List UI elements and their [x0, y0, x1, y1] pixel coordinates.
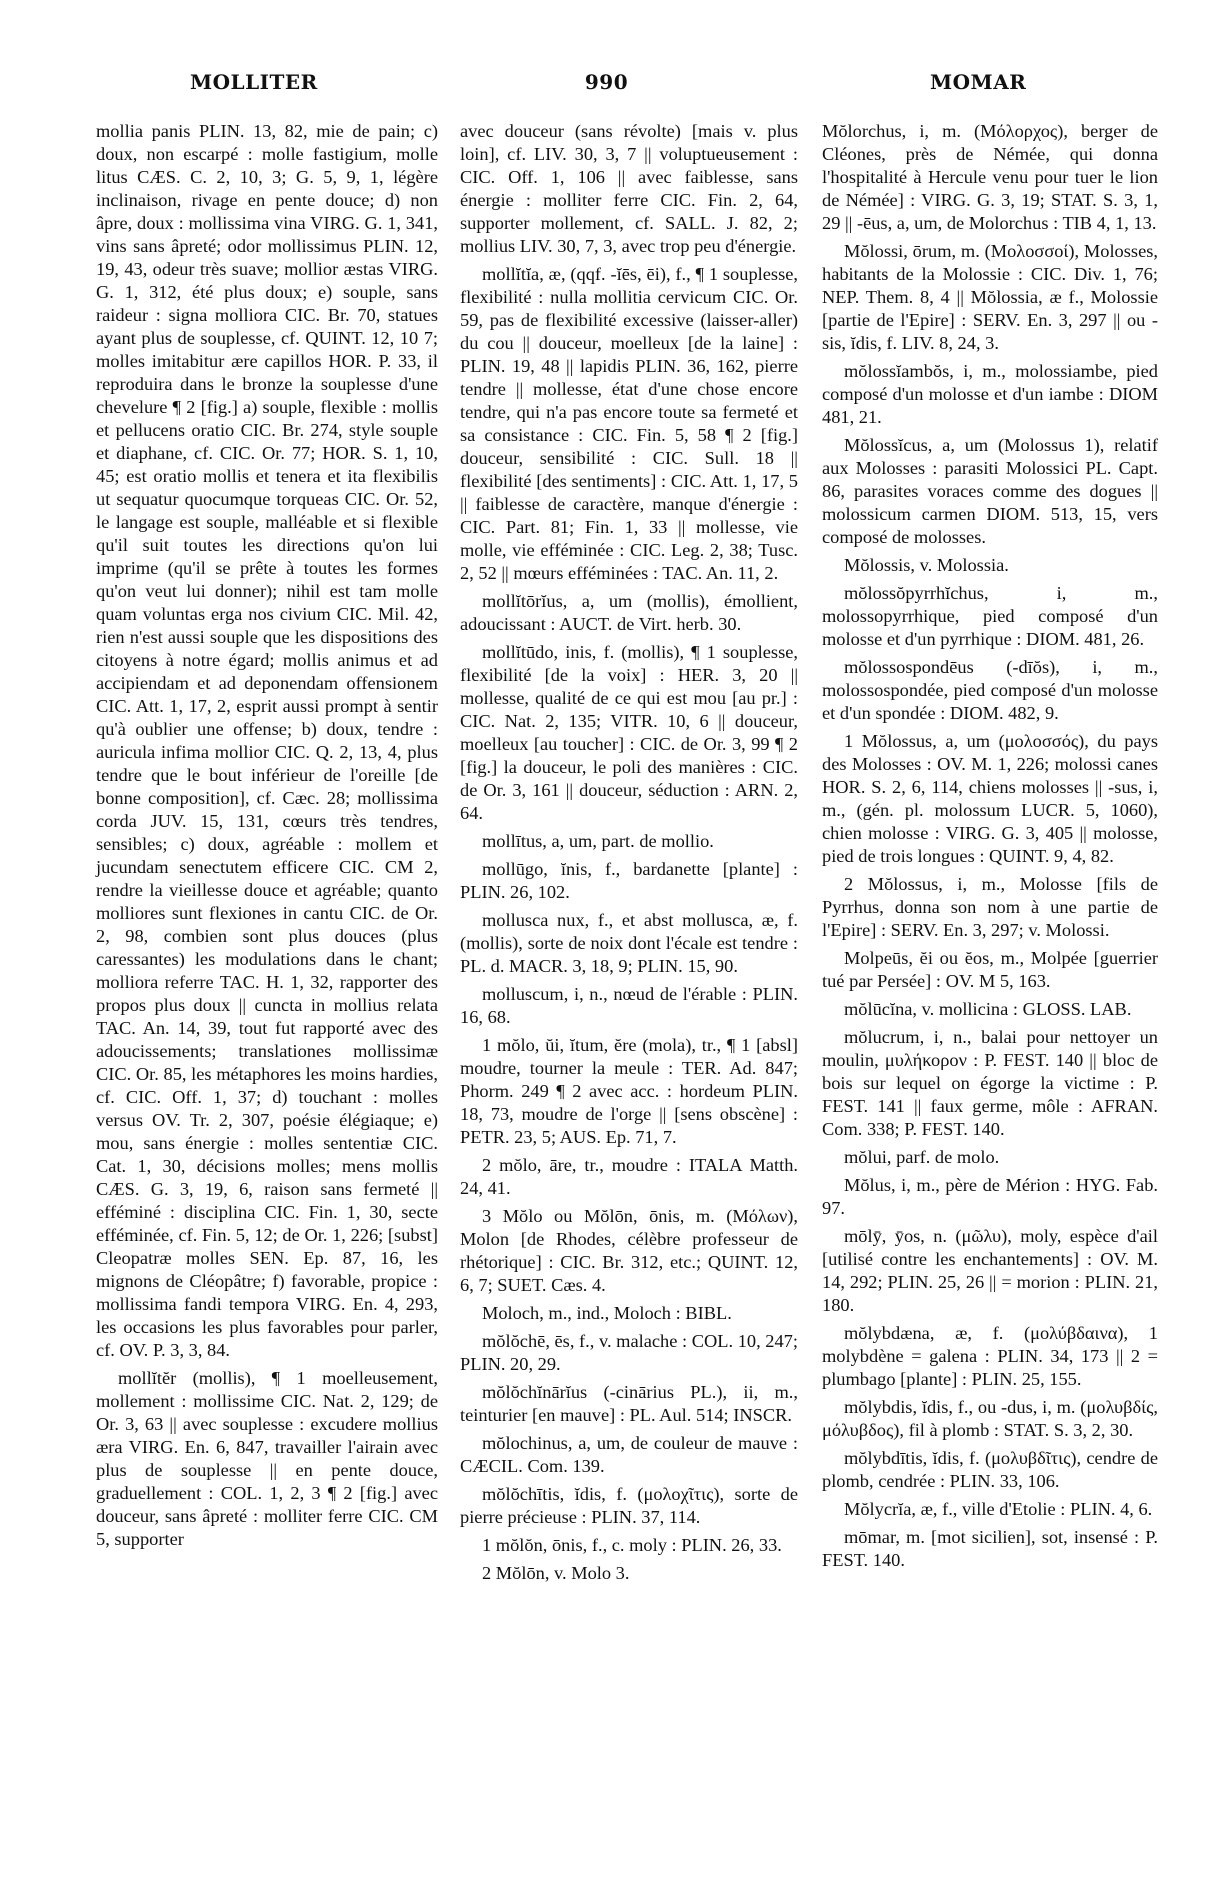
dictionary-entry: Mŏlorchus, i, m. (Μόλορχος), berger de Cléones, près de Némée, qui donna l'hospitalité à Hercule venu pour tuer le lion de Némée] : VIRG. G. 3, 19; STAT. S. 3, 1, 29 || -ēus, a, um, de Molorchus : TIB 4, 1, 13.	[822, 121, 1158, 233]
dictionary-entry: mŏlossŏpyrrhĭchus, i, m., molossopyrrhique, pied composé d'un molosse et d'un pyrrhique : DIOM. 481, 26.	[822, 583, 1158, 649]
dictionary-entry: mŏlŏchītis, ĭdis, f. (μολοχῖτις), sorte de pierre précieuse : PLIN. 37, 114.	[460, 1484, 798, 1527]
dictionary-entry: mŏlui, parf. de molo.	[844, 1147, 1000, 1167]
column-right	[822, 120, 1158, 1572]
dictionary-entry: mŏlybdæna, æ, f. (μολύβδαινα), 1 molybdène = galena : PLIN. 34, 173 || 2 = plumbago [plante] : PLIN. 25, 155.	[822, 1323, 1158, 1389]
dictionary-entry: 1 mŏlŏn, ōnis, f., c. moly : PLIN. 26, 33.	[482, 1535, 782, 1555]
dictionary-entry: avec douceur (sans révolte) [mais v. plus loin], cf. LIV. 30, 3, 7 || voluptueusement : CIC. Off. 1, 106 || avec faiblesse, sans énergie : molliter ferre CIC. Fin. 2, 64, supporter mollement, cf. SALL. J. 82, 2; mollius LIV. 30, 7, 3, avec trop peu d'énergie.	[460, 121, 798, 256]
column-left	[96, 120, 438, 1551]
column-middle	[460, 120, 798, 1585]
dictionary-entry: mŏlūcĭna, v. mollicina : GLOSS. LAB.	[844, 999, 1132, 1019]
dictionary-entry: 1 mŏlo, ŭi, ĭtum, ĕre (mola), tr., ¶ 1 [absl] moudre, tourner la meule : TER. Ad. 847; Phorm. 249 ¶ 2 avec acc. : hordeum PLIN. 18, 73, moudre de l'orge || [sens obscène] : PETR. 23, 5; AUS. Ep. 71, 7.	[460, 1035, 798, 1147]
dictionary-entry: mollĭtĭa, æ, (qqf. -ĭēs, ēi), f., ¶ 1 souplesse, flexibilité : nulla mollitia cervicum CIC. Or. 59, pas de flexibilité excessive (laisser-aller) du cou || douceur, moelleux [de la laine] : PLIN. 19, 48 || lapidis PLIN. 36, 162, pierre tendre || mollesse, état d'une chose encore tendre, qui n'a pas encore toute sa fermeté et sa consistance : CIC. Fin. 5, 58 ¶ 2 [fig.] douceur, sensibilité : CIC. Sull. 18 || flexibilité [des sentiments] : CIC. Att. 1, 17, 5 || faiblesse de caractère, manque d'énergie : CIC. Part. 81; Fin. 1, 33 || mollesse, vie molle, vie efféminée : CIC. Leg. 2, 38; Tusc. 2, 52 || mœurs efféminées : TAC. An. 11, 2.	[460, 264, 798, 583]
dictionary-entry: 1 Mŏlossus, a, um (μολοσσός), du pays des Molosses : OV. M. 1, 226; molossi canes HOR. S. 2, 6, 114, chiens molosses || -sus, i, m., (gén. pl. molossum LUCR. 5, 1060), chien molosse : VIRG. G. 3, 405 || molosse, pied de trois longues : QUINT. 9, 4, 82.	[822, 731, 1158, 866]
dictionary-entry: Moloch, m., ind., Moloch : BIBL.	[482, 1303, 732, 1323]
dictionary-entry: mŏlossospondēus (-dīŏs), i, m., molossospondée, pied composé d'un molosse et d'un spondée : DIOM. 482, 9.	[822, 657, 1158, 723]
dictionary-entry: mŏlŏchĭnārĭus (-cinārius PL.), ii, m., teinturier [en mauve] : PL. Aul. 514; INSCR.	[460, 1382, 798, 1425]
dictionary-entry: mollĭtōrĭus, a, um (mollis), émollient, adoucissant : AUCT. de Virt. herb. 30.	[460, 591, 798, 634]
dictionary-entry: Mŏlossis, v. Molossia.	[844, 555, 1009, 575]
dictionary-entry: 2 Mŏlōn, v. Molo 3.	[482, 1563, 630, 1583]
dictionary-entry: mŏlossĭambŏs, i, m., molossiambe, pied composé d'un molosse et d'un iambe : DIOM 481, 21.	[822, 361, 1158, 427]
dictionary-entry: mollĭtĕr (mollis), ¶ 1 moelleusement, mollement : mollissime CIC. Nat. 2, 129; de Or. 3, 63 || avec souplesse : excudere mollius æra VIRG. En. 6, 847, travailler l'airain avec plus de souplesse || en pente douce, graduellement : COL. 1, 2, 3 ¶ 2 [fig.] avec douceur, sans âpreté : molliter ferre CIC. CM 5, supporter	[96, 1368, 438, 1549]
dictionary-entry: mōmar, m. [mot sicilien], sot, insensé : P. FEST. 140.	[822, 1527, 1158, 1570]
dictionary-entry: Mŏlus, i, m., père de Mérion : HYG. Fab. 97.	[822, 1175, 1158, 1218]
dictionary-entry: 2 Mŏlossus, i, m., Molosse [fils de Pyrrhus, donna son nom à une partie de l'Epire] : SERV. En. 3, 297; v. Molossi.	[822, 874, 1158, 940]
dictionary-entry: mŏlucrum, i, n., balai pour nettoyer un moulin, μυλήκορον : P. FEST. 140 || bloc de bois sur lequel on égorge la victime : P. FEST. 141 || faux germe, môle : AFRAN. Com. 338; P. FEST. 140.	[822, 1027, 1158, 1139]
dictionary-entry: Mŏlossi, ōrum, m. (Μολοσσοί), Molosses, habitants de la Molossie : CIC. Div. 1, 76; NEP. Them. 8, 4 || Mŏlossia, æ f., Molossie [partie de l'Epire] : SERV. En. 3, 297 || ou -sis, ĭdis, f. LIV. 8, 24, 3.	[822, 241, 1158, 353]
dictionary-entry: mōlȳ, ȳos, n. (μῶλυ), moly, espèce d'ail [utilisé contre les enchantements] : OV. M. 14, 292; PLIN. 25, 26 || = morion : PLIN. 21, 180.	[822, 1226, 1158, 1315]
running-head-right: MOMAR	[930, 70, 1027, 94]
dictionary-entry: mollusca nux, f., et abst mollusca, æ, f. (mollis), sorte de noix dont l'écale est tendre : PL. d. MACR. 3, 18, 9; PLIN. 15, 90.	[460, 910, 798, 976]
dictionary-entry: mollūgo, ĭnis, f., bardanette [plante] : PLIN. 26, 102.	[460, 859, 798, 902]
dictionary-entry: mŏlochinus, a, um, de couleur de mauve : CÆCIL. Com. 139.	[460, 1433, 798, 1476]
dictionary-entry: Mŏlycrĭa, æ, f., ville d'Etolie : PLIN. 4, 6.	[844, 1499, 1153, 1519]
dictionary-entry: mollĭtūdo, inis, f. (mollis), ¶ 1 souplesse, flexibilité [de la voix] : HER. 3, 20 || mollesse, qualité de ce qui est mou [au pr.] : CIC. Nat. 2, 135; VITR. 10, 6 || douceur, moelleux [au toucher] : CIC. de Or. 3, 99 ¶ 2 [fig.] la douceur, le poli des manières : CIC. de Or. 3, 161 || douceur, séduction : ARN. 2, 64.	[460, 642, 798, 823]
dictionary-entry: Molpeūs, ĕi ou ĕos, m., Molpée [guerrier tué par Persée] : OV. M 5, 163.	[822, 948, 1158, 991]
dictionary-entry: molluscum, i, n., nœud de l'érable : PLIN. 16, 68.	[460, 984, 798, 1027]
dictionary-entry: 2 mŏlo, āre, tr., moudre : ITALA Matth. 24, 41.	[460, 1155, 798, 1198]
dictionary-entry: mŏlybdis, ĭdis, f., ou -dus, i, m. (μολυβδίς, μόλυβδος), fil à plomb : STAT. S. 3, 2, 30.	[822, 1397, 1158, 1440]
dictionary-entry: 3 Mŏlo ou Mŏlōn, ōnis, m. (Μόλων), Molon [de Rhodes, célèbre professeur de rhétorique] : CIC. Br. 312, etc.; QUINT. 12, 6, 7; SUET. Cæs. 4.	[460, 1206, 798, 1295]
dictionary-entry: mŏlybdītis, ĭdis, f. (μολυβδῖτις), cendre de plomb, cendrée : PLIN. 33, 106.	[822, 1448, 1158, 1491]
running-head-left: MOLLITER	[190, 70, 318, 94]
dictionary-entry: mollia panis PLIN. 13, 82, mie de pain; c) doux, non escarpé : molle fastigium, molle litus CÆS. C. 2, 10, 3; G. 5, 9, 1, légère inclinaison, rivage en pente douce; d) non âpre, doux : mollissima vina VIRG. G. 1, 341, vins sans âpreté; odor mollissimus PLIN. 12, 19, 43, odeur très suave; mollior æstas VIRG. G. 1, 312, été plus doux; e) souple, sans raideur : signa molliora CIC. Br. 70, statues ayant plus de souplesse, cf. QUINT. 12, 10 7; molles imitabitur ære capillos HOR. P. 33, il reproduira dans le bronze la souplesse d'une chevelure ¶ 2 [fig.] a) souple, flexible : mollis et pellucens oratio CIC. Br. 274, style souple et diaphane, cf. CIC. Or. 77; HOR. S. 1, 10, 45; est oratio mollis et tenera et ita flexibilis ut sequatur quocumque torqueas CIC. Or. 52, le langage est souple, malléable et si flexible qu'il suit toutes les directions qu'on lui imprime (qu'il se prête à toutes les formes qu'on veut lui donner); nihil est tam molle quam voluntas erga nos civium CIC. Mil. 42, rien n'est aussi souple que les dispositions des citoyens à notre égard; mollis animus et ad accipiendam et ad deponendam offensionem CIC. Att. 1, 17, 2, esprit aussi prompt à sentir qu'à oublier une offense; b) doux, tendre : auricula infima mollior CIC. Q. 2, 13, 4, plus tendre que le bout inférieur de l'oreille [de bonne composition], cf. Cæc. 28; mollissima corda JUV. 15, 131, cœurs très tendres, sensibles; c) doux, agréable : mollem et jucundam senectutem efficere CIC. CM 2, rendre la vieillesse douce et agréable; quanto molliores sunt flexiones in cantu CIC. de Or. 2, 98, combien sont plus douces (plus caressantes) les modulations dans le chant; molliora referre TAC. H. 1, 32, rapporter des propos plus doux || cuncta in mollius relata TAC. An. 14, 39, tout fut rapporté avec des adoucissements; translationes mollissimæ CIC. Or. 85, les métaphores les moins hardies, cf. CIC. Off. 1, 37; d) touchant : molles versus OV. Tr. 2, 307, poésie élégiaque; e) mou, sans énergie : molles sententiæ CIC. Cat. 1, 30, décisions molles; mens mollis CÆS. G. 3, 19, 6, raison sans fermeté || efféminé : disciplina CIC. Fin. 1, 30, secte efféminée, cf. Fin. 5, 12; de Or. 1, 226; [subst] Cleopatræ molles SEN. Ep. 87, 16, les mignons de Cléopâtre; f) favorable, propice : mollissima fandi tempora VIRG. En. 4, 293, les occasions les plus favorables pour parler, cf. OV. P. 3, 3, 84.	[96, 121, 438, 1360]
dictionary-entry: Mŏlossĭcus, a, um (Molossus 1), relatif aux Molosses : parasiti Molossici PL. Capt. 86, parasites voraces comme des dogues || molossicum carmen DIOM. 513, 15, vers composé de molosses.	[822, 435, 1158, 547]
page-number: 990	[584, 70, 629, 94]
dictionary-entry: mollītus, a, um, part. de mollio.	[482, 831, 714, 851]
dictionary-entry: mŏlŏchē, ēs, f., v. malache : COL. 10, 247; PLIN. 20, 29.	[460, 1331, 798, 1374]
